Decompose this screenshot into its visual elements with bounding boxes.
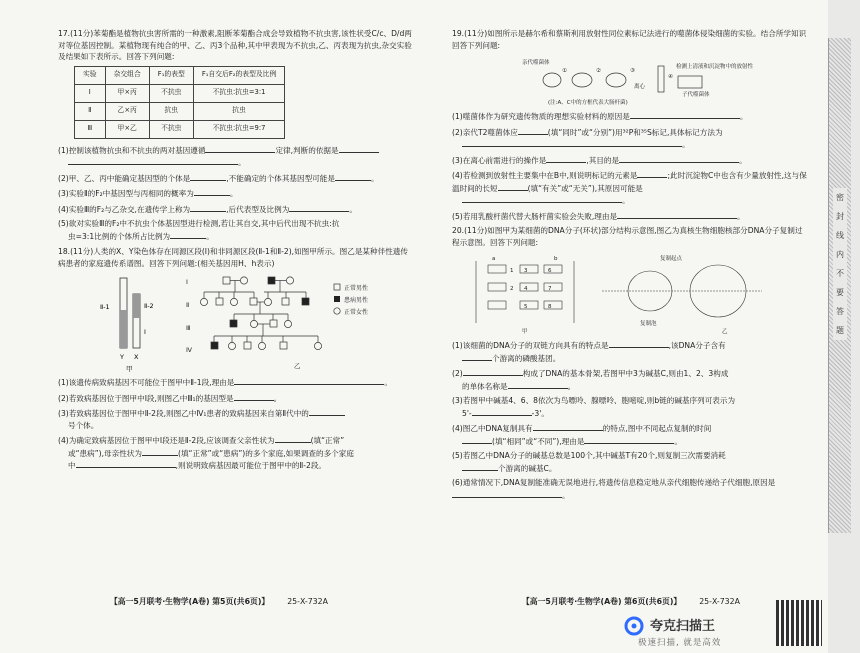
q19-figure (452, 54, 807, 106)
q18-intro: 18.(11分)人类的X、Y染色体存在同源区段(Ⅰ)和非同源区段(Ⅱ-1和Ⅱ-2),如图甲所示。图乙是某种伴性遗传病患者的家庭遗传系谱图。回答下列问题:(相关基因用H、h表示) (58, 247, 408, 268)
table-cell: 不抗虫 (149, 120, 193, 138)
strand-a-label: a (492, 256, 496, 262)
label-parent-phage: 亲代噬菌体 (522, 60, 550, 66)
answer-blank (289, 203, 349, 212)
scanner-logo-icon (624, 616, 644, 636)
fig-caption-b: 乙 (722, 329, 728, 335)
q20-item-1: (1)该细菌的DNA分子的双链方向具有的特点是 ,该DNA分子含有 个游离的磷酸基团。 (452, 341, 726, 363)
replication-figure (602, 254, 762, 335)
answer-blank (518, 126, 548, 135)
q19-item-3: (3)在离心前需进行的操作是 ,其目的是 。 (452, 155, 747, 165)
answer-blank (190, 172, 226, 181)
table-cell: Ⅲ (75, 120, 106, 138)
table-cell: 不抗虫:抗虫=9:7 (193, 120, 284, 138)
q20-item-6: (6)通常情况下,DNA复制能准确无误地进行,将遗传信息稳定地从亲代细胞传递给子代细胞,原因是。 (452, 478, 776, 500)
table-header: F₁的表型 (149, 66, 193, 84)
nucleotide-label: 4 (524, 286, 528, 292)
q17-item-2: (2)甲、乙、丙中能确定基因型的个体是 ,不能确定的个体其基因型可能是 。 (58, 173, 379, 183)
step-2: ② (596, 68, 601, 74)
answer-blank (462, 462, 498, 471)
label-I: Ⅰ (144, 328, 146, 336)
table-row (75, 84, 285, 102)
pedigree-figure (186, 277, 322, 370)
answer-blank (462, 138, 682, 147)
table-cell: 乙×丙 (105, 102, 149, 120)
table-header: 杂交组合 (105, 66, 149, 84)
step-3: ③ (630, 68, 635, 74)
answer-blank (190, 203, 226, 212)
q19-item-2: (2)亲代T2噬菌体应 (填“同时”或“分别”)用³²P和³⁵S标记,具体标记方法为 。 (452, 127, 723, 149)
q17-item-3: (3)实验Ⅱ的F₂中基因型与丙相同的概率为 。 (58, 189, 238, 198)
label-Y: Y (120, 353, 124, 361)
label-origin: 复制起点 (660, 256, 683, 262)
q18-item-2: (2)若致病基因位于图甲中Ⅰ段,则图乙中Ⅲ₁的基因型是 。 (58, 393, 282, 403)
nucleotide-label: 8 (548, 304, 552, 310)
label-centrifuge: 离心 (634, 84, 646, 90)
table-cell: 甲×丙 (105, 84, 149, 102)
answer-blank (76, 459, 176, 468)
answer-blank (170, 230, 206, 239)
answer-blank (335, 172, 371, 181)
fig-caption-a: 甲 (126, 365, 133, 372)
legend-normal-male: 正常男性 (344, 285, 369, 292)
answer-blank (617, 210, 737, 219)
answer-blank (637, 169, 667, 178)
answer-blank (339, 144, 379, 153)
y-shaded-segment (133, 294, 140, 318)
nucleotide-label: 5 (524, 304, 528, 310)
table-row (75, 120, 285, 138)
q18-item-3: (3)若致病基因位于图甲中Ⅱ-2段,则图乙中Ⅳ₁患者的致病基因来自第Ⅱ代中的 号个体。 (58, 407, 413, 431)
scanner-brand: 夸克扫描王 (650, 619, 716, 634)
answer-blank (68, 156, 238, 165)
answer-blank (275, 434, 311, 443)
answer-blank (234, 376, 384, 385)
nucleotide-label: 2 (510, 286, 514, 292)
gen-label: Ⅳ (186, 346, 192, 354)
q18-item-4: (4)为确定致病基因位于图甲中Ⅰ段还是Ⅱ-2段,应该调查父亲性状为 (填“正常” 或“患病”),母亲性状为 (填“正常”或“患病”)的多个家庭,如果调查的多个家庭 中 ,则说明致病基因最可能位于图甲中的Ⅱ-2段。 (58, 436, 354, 470)
nucleotide-label: 6 (548, 268, 552, 274)
answer-blank (462, 435, 492, 444)
fig-caption-a: 甲 (522, 329, 528, 335)
answer-blank (609, 339, 669, 348)
q20-item-3: (3)若图甲中碱基4、6、8依次为鸟嘌呤、腺嘌呤、胞嘧啶,则b链的碱基序列可表示为 5'- -3'。 (452, 396, 736, 418)
answer-blank (194, 187, 230, 196)
fig-note: (注:A、C中的方框代表大肠杆菌) (548, 100, 628, 106)
centrifuge-tube (658, 66, 664, 92)
q18-figures (58, 272, 413, 372)
flask-a (543, 73, 561, 87)
binding-margin-strip (828, 38, 851, 533)
footer-left: 【高一5月联考·生物学(A卷) 第5页(共6页)】 25-X-732A (110, 597, 328, 606)
dna-structure-figure (476, 256, 574, 335)
q17-item-5: (5)欲对实验Ⅲ的F₂中不抗虫个体基因型进行检测,若让其自交,其中后代出现不抗虫:抗 虫=3:1比例的个体所占比例为 。 (58, 219, 340, 241)
answer-blank (508, 380, 568, 389)
table-header: 实验 (75, 66, 106, 84)
answer-blank (205, 144, 275, 153)
label-daughter-phage: 子代噬菌体 (682, 92, 710, 98)
q20-figures (452, 251, 807, 335)
label-II2: Ⅱ-2 (144, 302, 154, 310)
label-X: X (134, 353, 139, 361)
footer-right: 【高一5月联考·生物学(A卷) 第6页(共6页)】 25-X-732A (522, 597, 740, 606)
answer-blank (546, 154, 586, 163)
q17-intro: 17.(11分)苯菊酯是植物抗虫害所需的一种激素,阻断苯菊酯合成会导致植物不抗虫害,该性状受C/c、D/d两对等位基因控制。某植物现有纯合的甲、乙、丙3个品种,其中甲表现为不抗虫,乙、丙表现为抗虫,杂交实验及结果如下表所示。回答下列问题: (58, 29, 412, 61)
q20-intro: 20.(11分)如图甲为某细菌的DNA分子(环状)部分结构示意图,图乙为真核生物细胞核部分DNA分子复制过程示意图。回答下列问题: (452, 226, 803, 247)
answer-blank (309, 407, 345, 416)
flask-c (606, 73, 626, 87)
q19-item-4: (4)若检测到放射性主要集中在B中,则说明标记的元素是 ;此时沉淀物C中也含有少量放射性,这与保温时间的长短 (填“有关”或“无关”),其原因可能是 。 (452, 171, 807, 205)
answer-blank (619, 154, 739, 163)
flask-b (572, 73, 592, 87)
table-cell: 抗虫 (193, 102, 284, 120)
gen-label: Ⅱ (186, 301, 190, 309)
step-4: ④ (668, 74, 673, 80)
daughter-phage-box (678, 76, 702, 88)
answer-blank (142, 447, 178, 456)
left-column (58, 28, 413, 475)
strand-b-label: b (554, 256, 558, 262)
table-cell: 甲×乙 (105, 120, 149, 138)
q18-item-1: (1)该遗传病致病基因不可能位于图甲中Ⅱ-1段,理由是 。 (58, 378, 392, 387)
answer-blank (452, 489, 562, 498)
answer-blank (234, 392, 274, 401)
answer-blank (463, 367, 523, 376)
answer-blank (462, 194, 622, 203)
answer-blank (498, 182, 528, 191)
scanner-slogan: 极速扫描, 就是高效 (638, 638, 722, 648)
table-header: F₁自交后F₂的表型及比例 (193, 66, 284, 84)
label-detect: 检测上清液和沉淀物中的放射性 (676, 64, 754, 70)
xy-chromosome-figure (100, 278, 154, 372)
table-cell: Ⅰ (75, 84, 106, 102)
right-column (452, 28, 807, 504)
q19-intro: 19.(11分)如图所示是赫尔希和蔡斯利用放射性同位素标记法进行的噬菌体侵染细菌的实验。结合所学知识回答下列问题: (452, 29, 807, 50)
answer-blank (472, 407, 532, 416)
q20-item-5: (5)若图乙中DNA分子的碱基总数是100个,其中碱基T有20个,则复制三次需要消耗 个游离的碱基C。 (452, 451, 726, 473)
q20-item-2: (2) 构成了DNA的基本骨架,若图甲中3为碱基C,则由1、2、3构成 的单体名称是 。 (452, 369, 729, 391)
answer-blank (462, 352, 492, 361)
step-1: ① (562, 68, 567, 74)
answer-blank (584, 435, 674, 444)
q17-item-4: (4)实验Ⅲ的F₂与乙杂交,在遗传学上称为 ,后代表型及比例为 。 (58, 204, 357, 214)
q19-item-5: (5)若用乳酸杆菌代替大肠杆菌实验会失败,理由是 。 (452, 211, 745, 221)
answer-blank (630, 110, 740, 119)
x-shaded-segment (120, 310, 127, 348)
legend-normal-female: 正常女性 (344, 309, 369, 316)
table-cell: Ⅱ (75, 102, 106, 120)
answer-blank (533, 422, 603, 431)
table-row (75, 102, 285, 120)
scanner-watermark (624, 612, 754, 652)
fig-caption-b: 乙 (294, 362, 301, 370)
q17-table (74, 66, 285, 139)
table-cell: 不抗虫 (149, 84, 193, 102)
nucleotide-label: 1 (510, 268, 514, 274)
qr-code (776, 600, 822, 646)
legend-affected-male: 患病男性 (344, 297, 369, 304)
q19-item-1: (1)噬菌体作为研究遗传物质的理想实验材料的原因是 。 (452, 112, 748, 121)
q17-item-1: (1)控制该植物抗虫和不抗虫的两对基因遵循 定律,判断的依据是 。 (58, 144, 413, 169)
table-header-row (75, 66, 285, 84)
q20-item-4: (4)图乙中DNA复制具有 的特点,图中不同起点复制的时间 (填“相同”或“不同”),理由是 。 (452, 424, 712, 446)
pedigree-legend (334, 284, 368, 316)
label-bubble: 复制泡 (640, 321, 657, 327)
nucleotide-label: 3 (524, 268, 528, 274)
table-cell: 抗虫 (149, 102, 193, 120)
nucleotide-label: 7 (548, 286, 552, 292)
gen-label: Ⅲ (186, 324, 191, 332)
binding-margin-text: 密 封 线 内 不 要 答 题 (833, 188, 847, 340)
label-II1: Ⅱ-1 (100, 303, 110, 311)
gen-label: Ⅰ (186, 278, 188, 286)
table-cell: 不抗虫:抗虫=3:1 (193, 84, 284, 102)
